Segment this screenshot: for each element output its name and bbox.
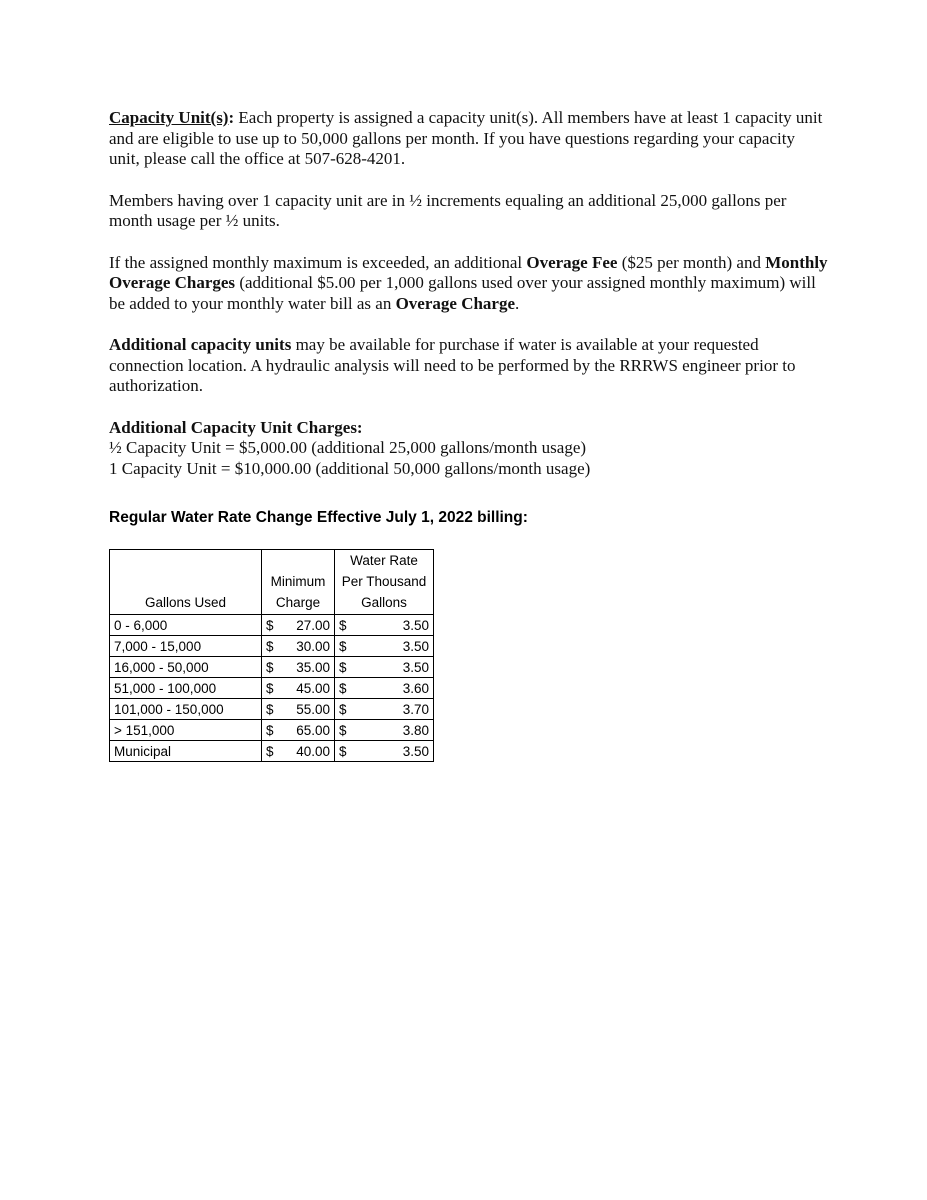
table-row (110, 678, 434, 699)
currency-symbol: $ (339, 617, 347, 633)
water-rate-value: 3.50 (402, 659, 429, 675)
cell-gallons-used: > 151,000 (110, 720, 262, 741)
document-body (109, 108, 829, 479)
water-rate-value: 3.50 (402, 638, 429, 654)
currency-symbol: $ (339, 659, 347, 675)
currency-symbol: $ (339, 680, 347, 696)
charges-heading-text: Additional Capacity Unit Charges: (109, 417, 363, 437)
cell-water-rate (335, 741, 434, 762)
overage-charge-term: Overage Charge (395, 293, 516, 313)
cell-water-rate (335, 720, 434, 741)
currency-symbol: $ (339, 743, 347, 759)
header-gallons-used: Gallons Used (110, 550, 262, 615)
cell-water-rate (335, 657, 434, 678)
cell-minimum-charge (262, 741, 335, 762)
cell-water-rate (335, 678, 434, 699)
cell-gallons-used: Municipal (110, 741, 262, 762)
table-row (110, 741, 434, 762)
currency-symbol: $ (266, 680, 274, 696)
currency-symbol: $ (339, 638, 347, 654)
overage-text-2: ($25 per month) and (617, 252, 766, 272)
overage-fee-term: Overage Fee (526, 252, 618, 272)
charges-heading (109, 418, 829, 439)
header-minimum-charge (262, 550, 335, 615)
capacity-heading: Capacity Unit(s) (109, 108, 229, 127)
cell-water-rate (335, 615, 434, 636)
table-row (110, 720, 434, 741)
table-row (110, 699, 434, 720)
cell-water-rate (335, 636, 434, 657)
water-rate-value: 3.50 (402, 617, 429, 633)
charge-line-one: 1 Capacity Unit = $10,000.00 (additional 50,000 gallons/month usage) (109, 458, 591, 478)
monthly-overage-charges-term: Monthly Overage Charges (109, 252, 828, 292)
water-rate-value: 3.70 (402, 701, 429, 717)
currency-symbol: $ (339, 701, 347, 717)
additional-units-paragraph (109, 335, 829, 397)
water-rate-value: 3.80 (402, 722, 429, 738)
table-header-row (110, 550, 434, 615)
currency-symbol: $ (266, 617, 274, 633)
currency-symbol: $ (266, 743, 274, 759)
overage-paragraph (109, 253, 829, 315)
minimum-charge-value: 27.00 (296, 617, 330, 633)
cell-minimum-charge (262, 657, 335, 678)
table-row (110, 636, 434, 657)
table-row (110, 615, 434, 636)
cell-water-rate (335, 699, 434, 720)
header-water-rate-text: Water Rate Per Thousand Gallons (341, 553, 427, 610)
currency-symbol: $ (266, 638, 274, 654)
currency-symbol: $ (266, 701, 274, 717)
water-rate-value: 3.50 (402, 743, 429, 759)
currency-symbol: $ (266, 722, 274, 738)
overage-text-1: If the assigned monthly maximum is exceeded, an additional (109, 252, 527, 272)
cell-gallons-used: 7,000 - 15,000 (110, 636, 262, 657)
currency-symbol: $ (339, 722, 347, 738)
additional-units-text: may be available for purchase if water is available at your requested connection location. A hydraulic analysis will need to be performed by the RRRWS engineer prior to authorization. (109, 335, 796, 395)
minimum-charge-value: 35.00 (296, 659, 330, 675)
capacity-paragraph (109, 108, 829, 170)
water-rate-table (109, 549, 434, 762)
minimum-charge-value: 45.00 (296, 680, 330, 696)
rate-table-title: Regular Water Rate Change Effective July 1, 2022 billing: (109, 509, 528, 526)
cell-gallons-used: 0 - 6,000 (110, 615, 262, 636)
rate-table-body (110, 615, 434, 762)
capacity-text: Each property is assigned a capacity unit(s). All members have at least 1 capacity unit and are eligible to use up to 50,000 gallons per month. If you have questions regarding your capacity unit, please call the office at 507-628-4201. (109, 108, 823, 168)
increments-paragraph: Members having over 1 capacity unit are in ½ increments equaling an additional 25,000 gallons per month usage per ½ units. (109, 190, 787, 230)
charge-line-half: ½ Capacity Unit = $5,000.00 (additional 25,000 gallons/month usage) (109, 438, 587, 457)
water-rate-value: 3.60 (402, 680, 429, 696)
minimum-charge-value: 30.00 (296, 638, 330, 654)
minimum-charge-value: 65.00 (296, 722, 330, 738)
header-minimum-charge-text: Minimum Charge (270, 574, 326, 610)
overage-text-3: (additional $5.00 per 1,000 gallons used over your assigned monthly maximum) will be added to your monthly water bill as an (109, 273, 816, 313)
overage-text-4: . (515, 293, 520, 313)
header-water-rate (335, 550, 434, 615)
currency-symbol: $ (266, 659, 274, 675)
minimum-charge-value: 55.00 (296, 701, 330, 717)
cell-gallons-used: 51,000 - 100,000 (110, 678, 262, 699)
cell-minimum-charge (262, 636, 335, 657)
capacity-heading-colon: : (228, 108, 235, 127)
cell-minimum-charge (262, 699, 335, 720)
cell-minimum-charge (262, 720, 335, 741)
cell-minimum-charge (262, 678, 335, 699)
cell-gallons-used: 16,000 - 50,000 (110, 657, 262, 678)
cell-minimum-charge (262, 615, 335, 636)
cell-gallons-used: 101,000 - 150,000 (110, 699, 262, 720)
additional-units-term: Additional capacity units (109, 335, 292, 354)
minimum-charge-value: 40.00 (296, 743, 330, 759)
table-row (110, 657, 434, 678)
